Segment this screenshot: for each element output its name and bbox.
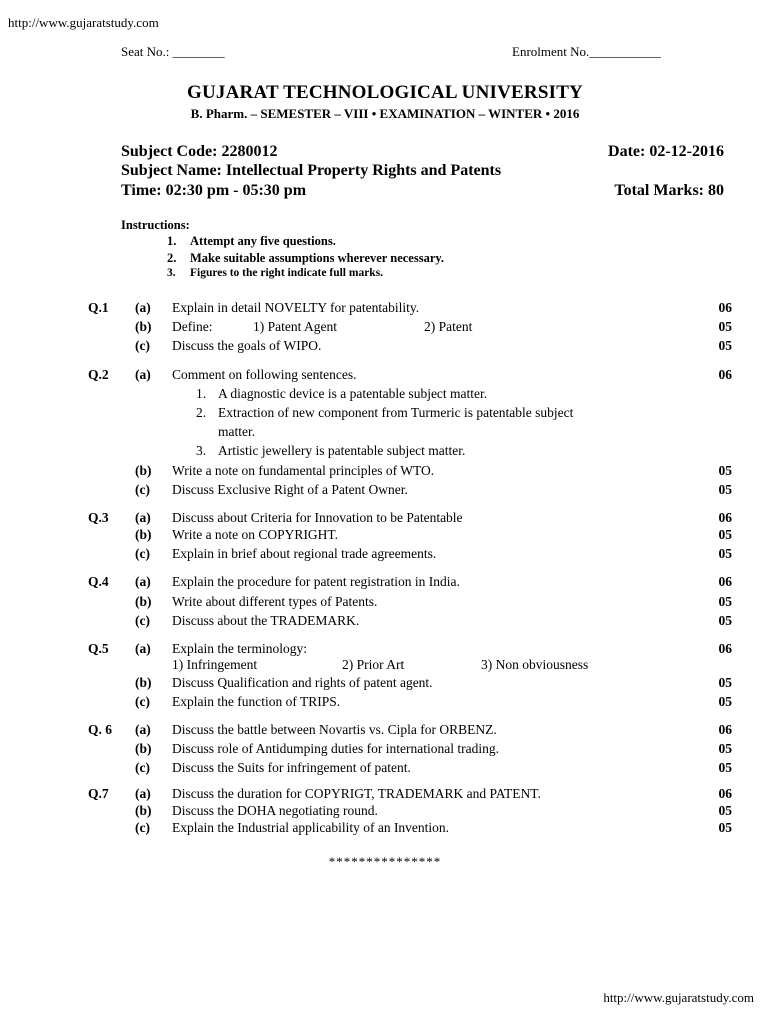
subpart-label: (a) [135, 300, 151, 315]
sentence-text: A diagnostic device is a patentable subject matter. [218, 386, 488, 401]
terminology-option: 3) Non obviousness [481, 657, 589, 672]
question-text: Explain the terminology: [172, 641, 307, 656]
question-text: Discuss the battle between Novartis vs. Cipla for ORBENZ. [172, 722, 497, 737]
marks: 06 [718, 786, 732, 801]
university-name: GUJARAT TECHNOLOGICAL UNIVERSITY [187, 82, 583, 103]
subpart-label: (a) [135, 510, 151, 525]
instruction-number: 3. [167, 267, 176, 279]
subpart-label: (b) [135, 803, 152, 818]
seat-number-field: Seat No.: ________ [121, 44, 225, 59]
question-text: Write a note on COPYRIGHT. [172, 527, 339, 542]
question-text: Write a note on fundamental principles of WTO. [172, 463, 435, 478]
question-text: Discuss Exclusive Right of a Patent Owner. [172, 482, 408, 497]
question-text: Explain the Industrial applicability of an Invention. [172, 820, 450, 835]
subpart-label: (a) [135, 786, 151, 801]
total-marks: Total Marks: 80 [614, 182, 724, 199]
question-text: Comment on following sentences. [172, 367, 357, 382]
question-number: Q.5 [88, 641, 109, 656]
enrolment-number-field: Enrolment No.___________ [512, 44, 661, 59]
question-number: Q. 6 [88, 722, 113, 737]
marks: 05 [718, 613, 732, 628]
sentence-text: Artistic jewellery is patentable subject matter. [218, 443, 466, 458]
question-text: Discuss the duration for COPYRIGT, TRADEMARK and PATENT. [172, 786, 541, 801]
header-url: http://www.gujaratstudy.com [8, 15, 159, 30]
marks: 06 [718, 641, 732, 656]
subpart-label: (b) [135, 675, 152, 690]
subject-name: Subject Name: Intellectual Property Rights and Patents [121, 162, 502, 179]
question-text: Discuss the goals of WIPO. [172, 338, 322, 353]
marks: 05 [718, 594, 732, 609]
marks: 05 [718, 760, 732, 775]
marks: 06 [718, 722, 732, 737]
marks: 05 [718, 546, 732, 561]
sentence-number: 1. [196, 386, 207, 401]
definition-option: 1) Patent Agent [253, 319, 337, 334]
sentence-number: 2. [196, 405, 207, 420]
marks: 06 [718, 574, 732, 589]
question-text: Write about different types of Patents. [172, 594, 378, 609]
marks: 06 [718, 300, 732, 315]
question-text: Explain in brief about regional trade agreements. [172, 546, 437, 561]
subpart-label: (c) [135, 546, 150, 561]
marks: 05 [718, 338, 732, 353]
subpart-label: (b) [135, 594, 152, 609]
subpart-label: (a) [135, 574, 151, 589]
question-text: Discuss role of Antidumping duties for international trading. [172, 741, 499, 756]
subpart-label: (c) [135, 482, 150, 497]
marks: 05 [718, 319, 732, 334]
instruction-item: Attempt any five questions. [190, 234, 336, 248]
question-number: Q.1 [88, 300, 109, 315]
subpart-label: (b) [135, 527, 152, 542]
instruction-item: Make suitable assumptions wherever necessary. [190, 251, 445, 265]
subpart-label: (c) [135, 694, 150, 709]
question-text: Discuss about Criteria for Innovation to be Patentable [172, 510, 463, 525]
question-number: Q.7 [88, 786, 109, 801]
question-text: Explain the function of TRIPS. [172, 694, 341, 709]
subpart-label: (c) [135, 613, 150, 628]
footer-url: http://www.gujaratstudy.com [603, 990, 754, 1005]
question-text: Explain the procedure for patent registration in India. [172, 574, 460, 589]
subpart-label: (c) [135, 338, 150, 353]
marks: 05 [718, 803, 732, 818]
terminology-option: 1) Infringement [172, 657, 258, 672]
end-marker: *************** [328, 854, 442, 869]
subpart-label: (c) [135, 820, 150, 835]
subpart-label: (a) [135, 722, 151, 737]
question-number: Q.4 [88, 574, 109, 589]
subpart-label: (a) [135, 367, 151, 382]
question-text: Discuss Qualification and rights of patent agent. [172, 675, 433, 690]
definition-option: 2) Patent [424, 319, 473, 334]
terminology-option: 2) Prior Art [342, 657, 405, 672]
marks: 05 [718, 741, 732, 756]
subpart-label: (b) [135, 741, 152, 756]
subpart-label: (c) [135, 760, 150, 775]
instructions-title: Instructions: [121, 218, 190, 232]
subpart-label: (b) [135, 319, 152, 334]
marks: 05 [718, 694, 732, 709]
question-text: Discuss the DOHA negotiating round. [172, 803, 378, 818]
marks: 05 [718, 463, 732, 478]
exam-time: Time: 02:30 pm - 05:30 pm [121, 182, 307, 199]
question-text: Discuss about the TRADEMARK. [172, 613, 360, 628]
marks: 05 [718, 820, 732, 835]
marks: 05 [718, 482, 732, 497]
instruction-number: 2. [167, 251, 177, 265]
exam-date: Date: 02-12-2016 [608, 143, 724, 160]
instruction-number: 1. [167, 234, 177, 248]
question-text: Define: [172, 319, 213, 334]
question-text: Discuss the Suits for infringement of patent. [172, 760, 411, 775]
sentence-text: Extraction of new component from Turmeric is patentable subject [218, 405, 574, 420]
subpart-label: (a) [135, 641, 151, 656]
marks: 05 [718, 675, 732, 690]
marks: 06 [718, 510, 732, 525]
sentence-number: 3. [196, 443, 207, 458]
subject-code: Subject Code: 2280012 [121, 143, 278, 160]
question-number: Q.2 [88, 367, 109, 382]
subpart-label: (b) [135, 463, 152, 478]
exam-line: B. Pharm. – SEMESTER – VIII • EXAMINATION – WINTER • 2016 [190, 106, 580, 121]
question-text: Explain in detail NOVELTY for patentability. [172, 300, 420, 315]
instruction-item: Figures to the right indicate full marks. [190, 267, 384, 279]
marks: 06 [718, 367, 732, 382]
sentence-continuation: matter. [218, 424, 256, 439]
question-number: Q.3 [88, 510, 109, 525]
marks: 05 [718, 527, 732, 542]
